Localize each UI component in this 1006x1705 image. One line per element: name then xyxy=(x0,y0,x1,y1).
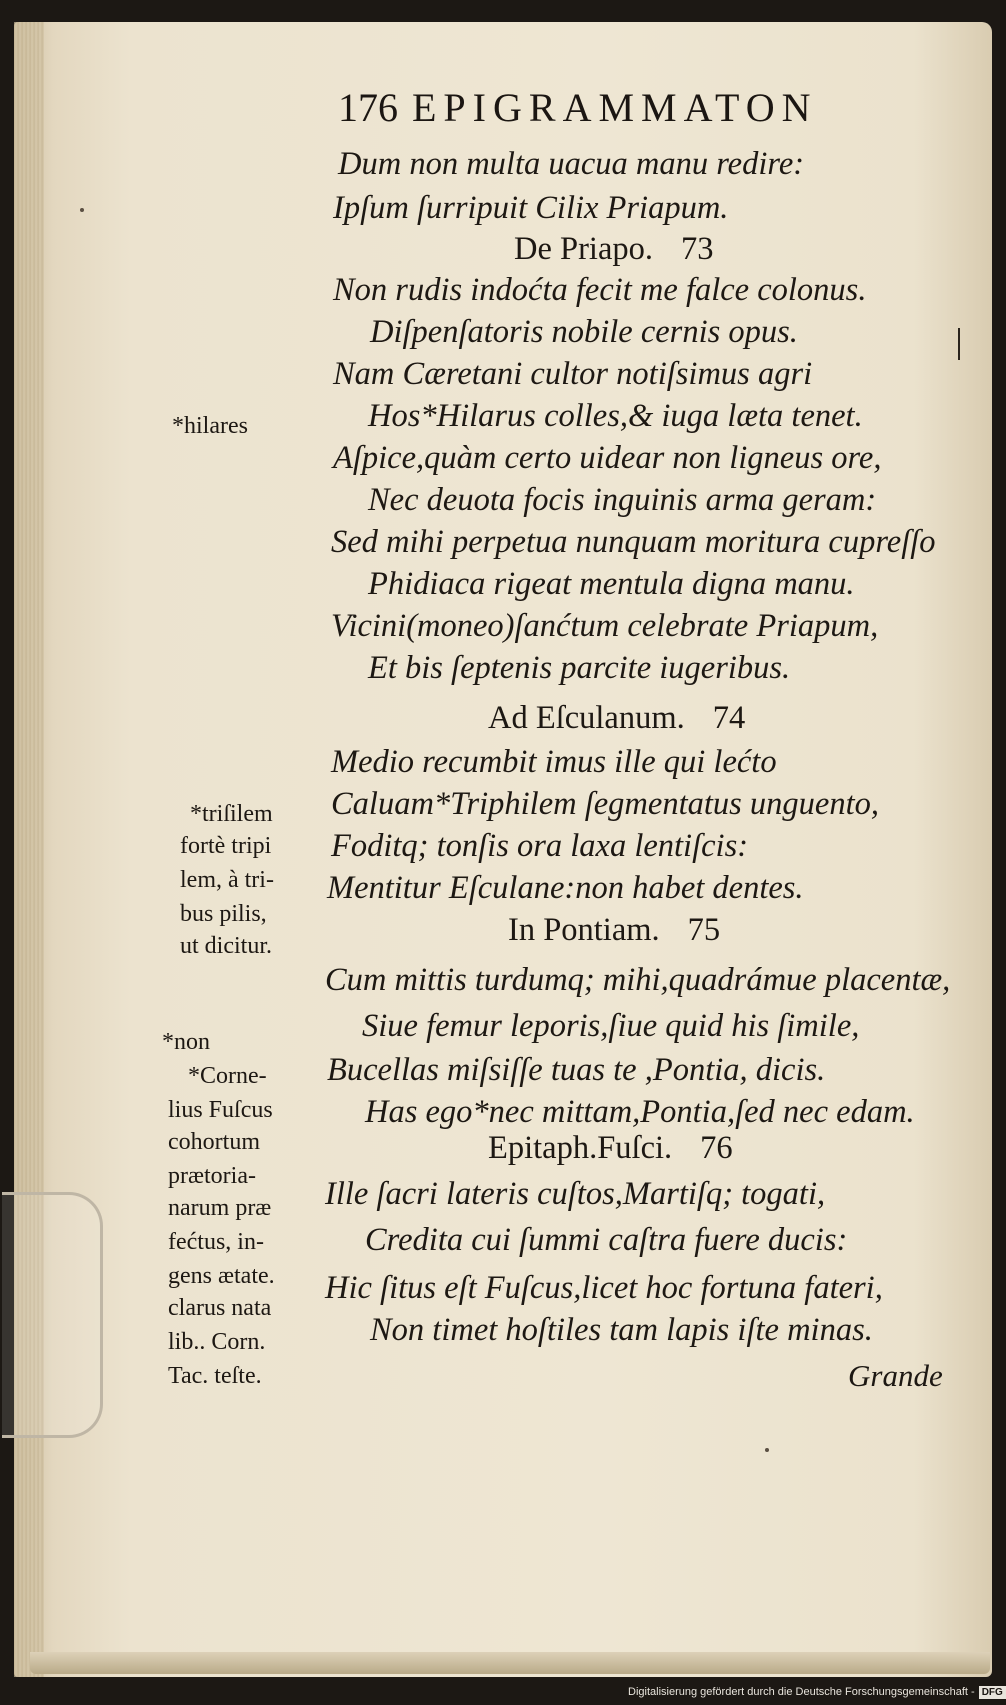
verse-line: Bucellas miſsiſſe tuas te ,Pontia, dicis. xyxy=(327,1052,826,1088)
verse-line: Phidiaca rigeat mentula digna manu. xyxy=(368,566,855,602)
epigram-title xyxy=(514,231,714,268)
verse-line: Diſpenſatoris nobile cernis opus. xyxy=(370,314,798,350)
verse-line: Non rudis indoćta fecit me falce colonus. xyxy=(333,272,867,308)
verse-line: Aſpice,quàm certo uidear non ligneus ore, xyxy=(333,440,882,476)
epigram-number: 76 xyxy=(700,1130,733,1166)
margin-note: bus pilis, xyxy=(180,901,267,927)
verse-line: Cum mittis turdumq; mihi,quadrámue placentæ, xyxy=(325,962,951,998)
margin-note: fortè tripi xyxy=(180,833,272,859)
verse-line: Foditq; tonſis ora laxa lentiſcis: xyxy=(331,828,749,864)
margin-note: lib.. Corn. xyxy=(168,1329,266,1355)
verse-line: Nam Cæretani cultor notiſsimus agri xyxy=(333,356,813,392)
ink-speck xyxy=(765,1448,769,1452)
digitization-footer xyxy=(628,1686,1006,1699)
dfg-logo: DFG xyxy=(979,1686,1006,1699)
page-number: 176 xyxy=(338,85,398,130)
epigram-title-text: In Pontiam. xyxy=(508,912,660,948)
verse-line: Dum non multa uacua manu redire: xyxy=(338,146,805,182)
margin-note: lem, à tri- xyxy=(180,867,274,893)
epigram-title-text: De Priapo. xyxy=(514,231,653,267)
verse-line: Vicini(moneo)ſanćtum celebrate Priapum, xyxy=(331,608,879,644)
margin-note: *non xyxy=(162,1029,210,1055)
margin-note: prætoria- xyxy=(168,1163,256,1189)
verse-line: Has ego*nec mittam,Pontia,ſed nec edam. xyxy=(365,1094,915,1130)
verse-line: Ipſum ſurripuit Cilix Priapum. xyxy=(333,190,729,226)
footer-credit: Digitalisierung gefördert durch die Deutsche Forschungsgemeinschaft - xyxy=(628,1686,975,1698)
verse-line: Et bis ſeptenis parcite iugeribus. xyxy=(368,650,791,686)
verse-line: Hos*Hilarus colles,& iuga læta tenet. xyxy=(368,398,863,434)
margin-note: *triſilem xyxy=(190,801,273,827)
epigram-title xyxy=(488,1130,733,1167)
margin-note: narum præ xyxy=(168,1195,272,1221)
epigram-number: 74 xyxy=(712,700,746,736)
margin-note: ut dicitur. xyxy=(180,933,272,959)
verse-line: Medio recumbit imus ille qui lećto xyxy=(331,744,777,780)
margin-note: cohortum xyxy=(168,1129,260,1155)
epigram-title-text: Ad Eſculanum. xyxy=(488,700,685,736)
catchword: Grande xyxy=(848,1358,943,1393)
verse-line: Caluam*Triphilem ſegmentatus unguento, xyxy=(331,786,879,822)
verse-line: Mentitur Eſculane:non habet dentes. xyxy=(327,870,804,906)
epigram-number: 75 xyxy=(687,912,721,948)
ink-speck xyxy=(80,208,84,212)
margin-note: fećtus, in- xyxy=(168,1229,264,1255)
epigram-title xyxy=(508,912,720,949)
epigram-title xyxy=(488,700,745,737)
margin-note: Tac. teſte. xyxy=(168,1363,262,1389)
margin-note: *hilares xyxy=(172,413,248,439)
verse-line: Nec deuota focis inguinis arma geram: xyxy=(368,482,877,518)
verse-line: Non timet hoſtiles tam lapis iſte minas. xyxy=(370,1312,873,1348)
epigram-number: 73 xyxy=(681,231,714,267)
verse-line: Siue femur leporis,ſiue quid his ſimile, xyxy=(362,1008,860,1044)
epigram-title-text: Epitaph.Fuſci. xyxy=(488,1130,673,1166)
margin-bracket-mark xyxy=(950,328,960,360)
margin-note: clarus nata xyxy=(168,1295,272,1321)
margin-note: lius Fuſcus xyxy=(168,1097,273,1123)
margin-note: *Corne- xyxy=(188,1063,267,1089)
verse-line: Hic ſitus eſt Fuſcus,licet hoc fortuna fateri, xyxy=(325,1270,883,1306)
verse-line: Sed mihi perpetua nunquam moritura cupreſſo xyxy=(331,524,936,560)
verse-line: Ille ſacri lateris cuſtos,Martiſq; togati, xyxy=(325,1176,826,1212)
verse-line: Credita cui ſummi caſtra fuere ducis: xyxy=(365,1222,848,1258)
margin-note: gens ætate. xyxy=(168,1263,275,1289)
running-title: EPIGRAMMATON xyxy=(412,85,818,130)
